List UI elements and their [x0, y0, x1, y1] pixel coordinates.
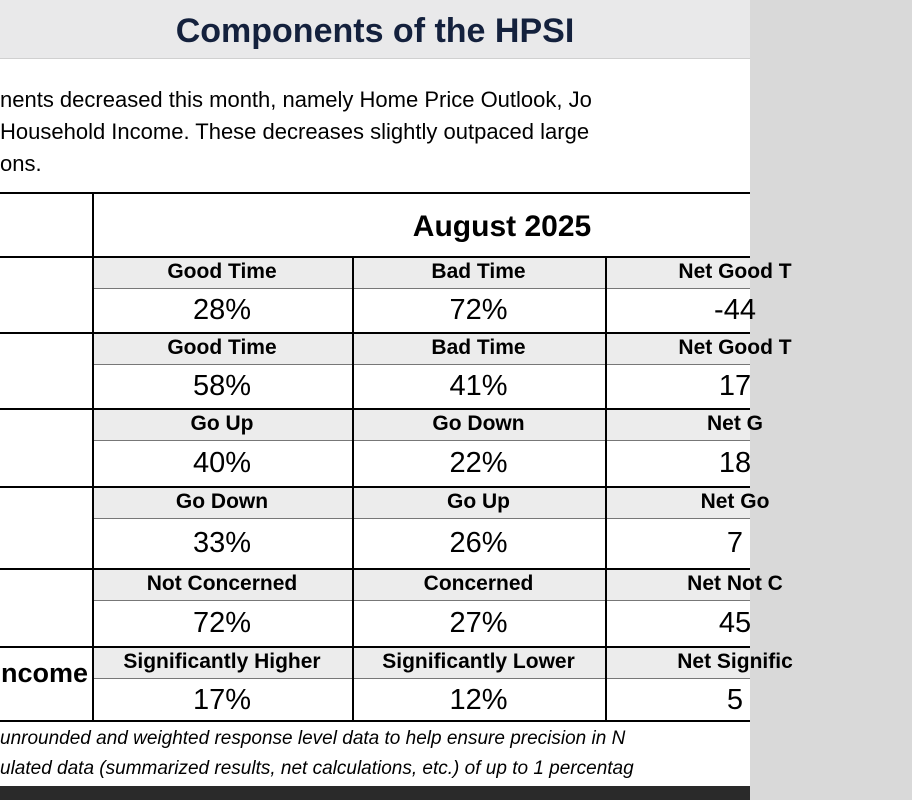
cell-value: -44 — [714, 294, 756, 326]
month-header: August 2025 — [412, 210, 592, 243]
page-title: Components of the HPSI — [175, 12, 575, 50]
table-top-border — [0, 192, 750, 194]
table-bottom-border — [0, 720, 750, 722]
summary-line: nents decreased this month, namely Home Price Outlook, Jo — [0, 87, 592, 112]
column-header: Go Down — [432, 412, 525, 435]
column-divider — [352, 256, 354, 722]
subheader-divider — [92, 440, 750, 441]
column-header: Net Good T — [678, 336, 792, 359]
cell-value: 17% — [192, 684, 252, 716]
column-header: Good Time — [167, 260, 277, 283]
column-header: Net G — [706, 412, 763, 435]
column-header: Significantly Lower — [382, 650, 575, 673]
column-header: Go Up — [447, 490, 510, 513]
footnote-line: ulated data (summarized results, net calculations, etc.) of up to 1 percentag — [0, 758, 634, 779]
cell-value: 40% — [192, 447, 252, 479]
cell-value: 72% — [449, 294, 508, 326]
cell-value: 27% — [449, 607, 508, 639]
summary-paragraph — [0, 84, 750, 180]
cell-value: 41% — [449, 370, 508, 402]
cell-value: 22% — [449, 447, 508, 479]
row-label — [0, 496, 88, 530]
subheader-divider — [92, 288, 750, 289]
summary-line: ons. — [0, 151, 42, 176]
cell-value: 5 — [726, 684, 744, 716]
cell-value: 17 — [718, 370, 752, 402]
subheader-divider — [92, 518, 750, 519]
row-label — [0, 266, 88, 300]
subheader-divider — [92, 364, 750, 365]
column-header: Net Go — [700, 490, 770, 513]
column-header: Not Concerned — [146, 572, 298, 595]
column-header: Go Down — [175, 490, 269, 513]
column-header: Significantly Higher — [123, 650, 321, 673]
cell-value: 45 — [718, 607, 752, 639]
column-divider — [605, 256, 607, 722]
bottom-band — [0, 786, 750, 800]
column-header: Net Not C — [687, 572, 783, 595]
cell-value: 72% — [192, 607, 252, 639]
cell-value: 33% — [192, 527, 252, 559]
cell-value: 18 — [718, 447, 752, 479]
cell-value: 7 — [726, 527, 744, 559]
column-header: Bad Time — [431, 260, 526, 283]
cell-value: 58% — [192, 370, 252, 402]
column-header: Net Good T — [678, 260, 792, 283]
row-label: ncome — [0, 658, 88, 688]
cell-value: 12% — [449, 684, 508, 716]
footnote-line: unrounded and weighted response level data to help ensure precision in N — [0, 728, 626, 749]
row-label — [0, 342, 88, 376]
column-header: Net Signific — [677, 650, 793, 673]
column-header: Concerned — [423, 572, 534, 595]
cell-value: 26% — [449, 527, 508, 559]
summary-line: Household Income. These decreases slightly outpaced large — [0, 119, 590, 144]
column-header: Go Up — [190, 412, 254, 435]
subheader-divider — [92, 678, 750, 679]
column-header: Bad Time — [431, 336, 526, 359]
title-bar — [0, 0, 750, 59]
column-header: Good Time — [167, 336, 277, 359]
row-label — [0, 418, 88, 452]
cell-value: 28% — [192, 294, 252, 326]
footnote — [0, 724, 750, 784]
components-table — [0, 192, 793, 722]
subheader-divider — [92, 600, 750, 601]
column-divider — [92, 192, 94, 722]
row-label — [0, 578, 88, 612]
